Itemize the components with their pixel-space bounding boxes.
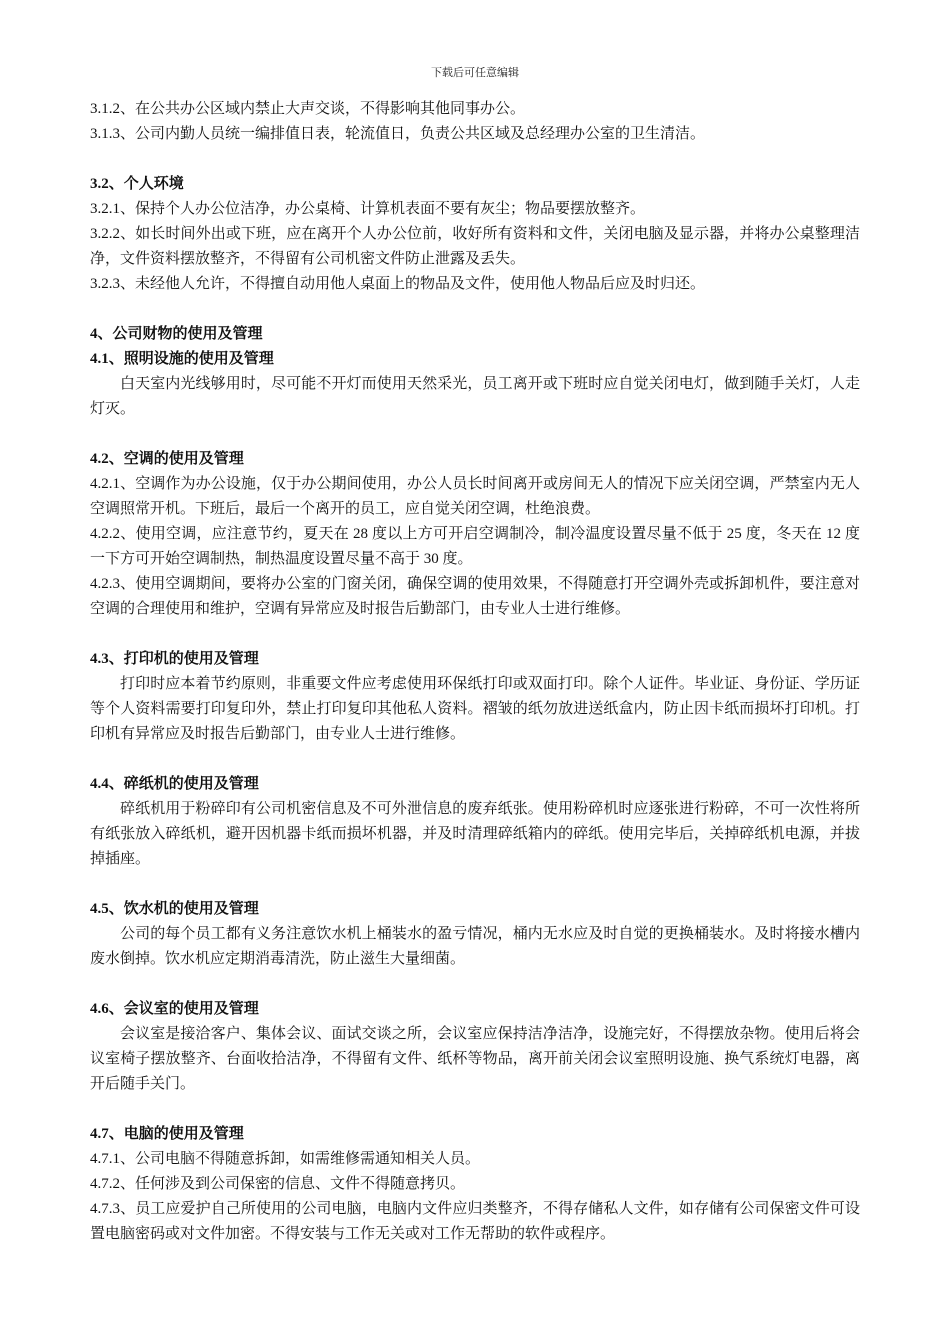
paragraph: 4.2.1、空调作为办公设施，仅于办公期间使用，办公人员长时间离开或房间无人的情况下应关闭空调，严禁室内无人空调照常开机。下班后，最后一个离开的员工，应自觉关闭空调，杜绝浪费。 bbox=[90, 476, 860, 517]
paragraph: 4.7.3、员工应爱护自己所使用的公司电脑，电脑内文件应归类整齐，不得存储私人文件，如存储有公司保密文件可设置电脑密码或对文件加密。不得安装与工作无关或对工作无帮助的软件或程序。 bbox=[90, 1201, 860, 1242]
section-heading: 4.1、照明设施的使用及管理 bbox=[90, 351, 274, 367]
section-heading: 4、公司财物的使用及管理 bbox=[90, 326, 263, 342]
section-heading: 3.2、个人环境 bbox=[90, 176, 184, 192]
paragraph: 白天室内光线够用时，尽可能不开灯而使用天然采光，员工离开或下班时应自觉关闭电灯，做到随手关灯，人走灯灭。 bbox=[90, 376, 860, 417]
document-body bbox=[90, 97, 860, 1247]
paragraph: 3.1.3、公司内勤人员统一编排值日表，轮流值日，负责公共区域及总经理办公室的卫生清洁。 bbox=[90, 126, 706, 142]
paragraph: 3.2.2、如长时间外出或下班，应在离开个人办公位前，收好所有资料和文件，关闭电脑及显示器，并将办公桌整理洁净，文件资料摆放整齐，不得留有公司机密文件防止泄露及丢失。 bbox=[90, 226, 860, 267]
section-heading: 4.3、打印机的使用及管理 bbox=[90, 651, 259, 667]
paragraph: 4.7.2、任何涉及到公司保密的信息、文件不得随意拷贝。 bbox=[90, 1176, 466, 1192]
paragraph: 会议室是接洽客户、集体会议、面试交谈之所，会议室应保持洁净洁净，设施完好，不得摆放杂物。使用后将会议室椅子摆放整齐、台面收拾洁净，不得留有文件、纸杯等物品，离开前关闭会议室照明设施、换气系统灯电器，离开后随手关门。 bbox=[90, 1026, 860, 1092]
page-header: 下载后可任意编辑 bbox=[431, 67, 519, 79]
section-heading: 4.7、电脑的使用及管理 bbox=[90, 1126, 244, 1142]
paragraph: 公司的每个员工都有义务注意饮水机上桶装水的盈亏情况，桶内无水应及时自觉的更换桶装水。及时将接水槽内废水倒掉。饮水机应定期消毒清洗，防止滋生大量细菌。 bbox=[90, 926, 860, 967]
paragraph: 3.2.1、保持个人办公位洁净，办公桌椅、计算机表面不要有灰尘；物品要摆放整齐。 bbox=[90, 201, 646, 217]
paragraph: 4.7.1、公司电脑不得随意拆卸，如需维修需通知相关人员。 bbox=[90, 1151, 481, 1167]
section-heading: 4.4、碎纸机的使用及管理 bbox=[90, 776, 259, 792]
paragraph: 4.2.3、使用空调期间，要将办公室的门窗关闭，确保空调的使用效果，不得随意打开空调外壳或拆卸机件，要注意对空调的合理使用和维护，空调有异常应及时报告后勤部门，由专业人士进行维修。 bbox=[90, 576, 860, 617]
section-heading: 4.6、会议室的使用及管理 bbox=[90, 1001, 259, 1017]
paragraph: 碎纸机用于粉碎印有公司机密信息及不可外泄信息的废弃纸张。使用粉碎机时应逐张进行粉碎，不可一次性将所有纸张放入碎纸机，避开因机器卡纸而损坏机器，并及时清理碎纸箱内的碎纸。使用完毕后，关掉碎纸机电源，并拔掉插座。 bbox=[90, 801, 860, 867]
section-heading: 4.5、饮水机的使用及管理 bbox=[90, 901, 259, 917]
paragraph: 3.2.3、未经他人允许，不得擅自动用他人桌面上的物品及文件，使用他人物品后应及时归还。 bbox=[90, 276, 706, 292]
paragraph: 4.2.2、使用空调，应注意节约，夏天在 28 度以上方可开启空调制冷，制冷温度设置尽量不低于 25 度，冬天在 12 度一下方可开始空调制热，制热温度设置尽量不高于 30 度。 bbox=[90, 526, 860, 567]
paragraph: 3.1.2、在公共办公区域内禁止大声交谈，不得影响其他同事办公。 bbox=[90, 101, 526, 117]
paragraph: 打印时应本着节约原则，非重要文件应考虑使用环保纸打印或双面打印。除个人证件。毕业证、身份证、学历证等个人资料需要打印复印外，禁止打印复印其他私人资料。褶皱的纸勿放进送纸盒内，防止因卡纸而损坏打印机。打印机有异常应及时报告后勤部门，由专业人士进行维修。 bbox=[90, 676, 860, 742]
section-heading: 4.2、空调的使用及管理 bbox=[90, 451, 244, 467]
